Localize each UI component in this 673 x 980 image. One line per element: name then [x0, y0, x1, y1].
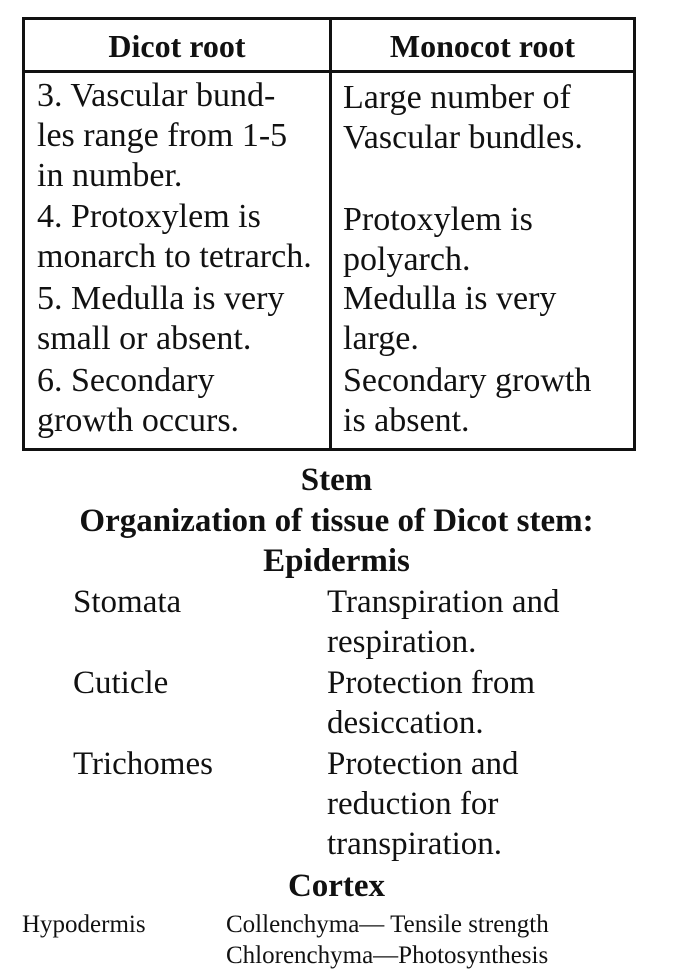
cell-line: polyarch.	[343, 241, 471, 278]
desc-line: reduction for	[327, 786, 499, 822]
cell-line: Medulla is very	[343, 280, 557, 317]
desc-line: Protection and	[327, 746, 519, 782]
table-cell-dicot	[37, 361, 321, 441]
epidermis-heading: Epidermis	[263, 543, 410, 579]
cell-line: Vascular bundles.	[343, 119, 583, 156]
header-monocot-root: Monocot root	[389, 28, 576, 64]
table-cell-dicot	[37, 279, 321, 359]
cell-line: growth occurs.	[37, 402, 240, 439]
table-cell-monocot	[343, 200, 631, 280]
table-cell-monocot	[343, 78, 631, 158]
desc-line: respiration.	[327, 624, 477, 660]
table-cell-dicot	[37, 76, 321, 196]
desc-trichomes	[327, 744, 519, 864]
cell-line: les range from 1-5	[37, 117, 288, 154]
cell-line: Protoxylem is	[343, 201, 533, 238]
stem-subheading: Organization of tissue of Dicot stem:	[79, 503, 594, 539]
desc-line: desiccation.	[327, 705, 484, 741]
cell-line: small or absent.	[37, 320, 252, 357]
cell-line: is absent.	[343, 402, 470, 439]
cortex-line-chlorenchyma: Chlorenchyma—Photosynthesis	[226, 942, 549, 969]
desc-stomata	[327, 582, 560, 662]
cell-line: in number.	[37, 157, 183, 194]
cell-line: Secondary growth	[343, 362, 592, 399]
stem-heading: Stem	[300, 462, 373, 498]
desc-line: Transpiration and	[327, 584, 560, 620]
term-trichomes: Trichomes	[73, 746, 213, 782]
term-stomata: Stomata	[73, 584, 182, 620]
cortex-heading: Cortex	[287, 868, 386, 904]
desc-line: transpiration.	[327, 826, 503, 862]
cell-line: large.	[343, 320, 419, 357]
cell-line: 5. Medulla is very	[37, 280, 285, 317]
table-cell-dicot	[37, 197, 321, 277]
column-divider	[329, 20, 332, 448]
cell-line: 4. Protoxylem is	[37, 198, 261, 235]
header-divider	[25, 70, 633, 73]
cell-line: Large number of	[343, 79, 571, 116]
header-dicot-root: Dicot root	[108, 28, 246, 64]
table-cell-monocot	[343, 361, 631, 441]
cell-line: 6. Secondary	[37, 362, 215, 399]
term-hypodermis: Hypodermis	[22, 911, 146, 938]
desc-cuticle	[327, 663, 535, 743]
cell-line: monarch to tetrarch.	[37, 238, 312, 275]
cell-line: 3. Vascular bund-	[37, 77, 276, 114]
cortex-line-collenchyma: Collenchyma— Tensile strength	[226, 911, 549, 938]
comparison-table	[22, 17, 636, 451]
desc-line: Protection from	[327, 665, 536, 701]
table-cell-monocot	[343, 279, 631, 359]
term-cuticle: Cuticle	[73, 665, 169, 701]
